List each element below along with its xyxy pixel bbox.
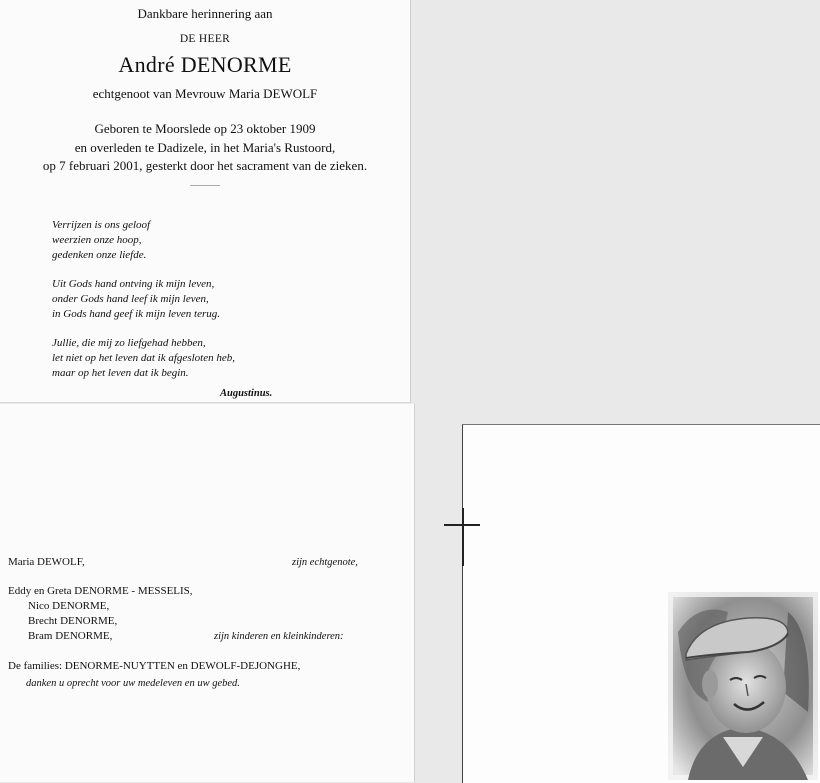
poem-line: Verrijzen is ons geloof bbox=[52, 219, 151, 231]
honorific: DE HEER bbox=[179, 33, 231, 45]
wife-role: zijn echtgenote, bbox=[292, 557, 358, 568]
grandchild: Nico DENORME, bbox=[28, 600, 110, 612]
divider bbox=[190, 185, 220, 186]
cross-icon bbox=[462, 508, 464, 566]
poem-line: onder Gods hand leef ik mijn leven, bbox=[52, 293, 209, 305]
portrait-photo bbox=[668, 592, 818, 780]
poem-line: weerzien onze hoop, bbox=[52, 234, 142, 246]
poem-line: Jullie, die mij zo liefgehad hebben, bbox=[52, 337, 206, 349]
poem-stanza-3 bbox=[52, 336, 235, 381]
died-line: en overleden te Dadizele, in het Maria's Rustoord, bbox=[74, 140, 336, 155]
poem-author: Augustinus. bbox=[220, 388, 273, 399]
child-couple: Eddy en Greta DENORME - MESSELIS, bbox=[8, 585, 193, 597]
poem-stanza-2 bbox=[52, 277, 220, 322]
grandchild: Bram DENORME, bbox=[28, 630, 113, 642]
poem-line: let niet op het leven dat ik afgesloten heb, bbox=[52, 352, 235, 364]
poem-line: Uit Gods hand ontving ik mijn leven, bbox=[52, 278, 215, 290]
poem-line: maar op het leven dat ik begin. bbox=[52, 367, 189, 379]
children-role: zijn kinderen en kleinkinderen: bbox=[214, 631, 344, 642]
poem-line: gedenken onze liefde. bbox=[52, 249, 147, 261]
poem-line: in Gods hand geef ik mijn leven terug. bbox=[52, 308, 221, 320]
grandchild: Brecht DENORME, bbox=[28, 615, 118, 627]
wife-name: Maria DEWOLF, bbox=[8, 556, 85, 568]
families-line: De families: DENORME-NUYTTEN en DEWOLF-DEJONGHE, bbox=[8, 660, 301, 672]
poem-stanza-1 bbox=[52, 218, 150, 263]
cross-icon-bar bbox=[444, 524, 480, 526]
spouse-line: echtgenoot van Mevrouw Maria DEWOLF bbox=[92, 86, 318, 101]
deceased-name: André DENORME bbox=[118, 52, 292, 77]
born-line: Geboren te Moorslede op 23 oktober 1909 bbox=[94, 121, 316, 136]
intro-text: Dankbare herinnering aan bbox=[137, 6, 273, 21]
thanks-line: danken u oprecht voor uw medeleven en uw gebed. bbox=[26, 678, 240, 689]
date-line: op 7 februari 2001, gesterkt door het sacrament van de zieken. bbox=[42, 158, 368, 173]
